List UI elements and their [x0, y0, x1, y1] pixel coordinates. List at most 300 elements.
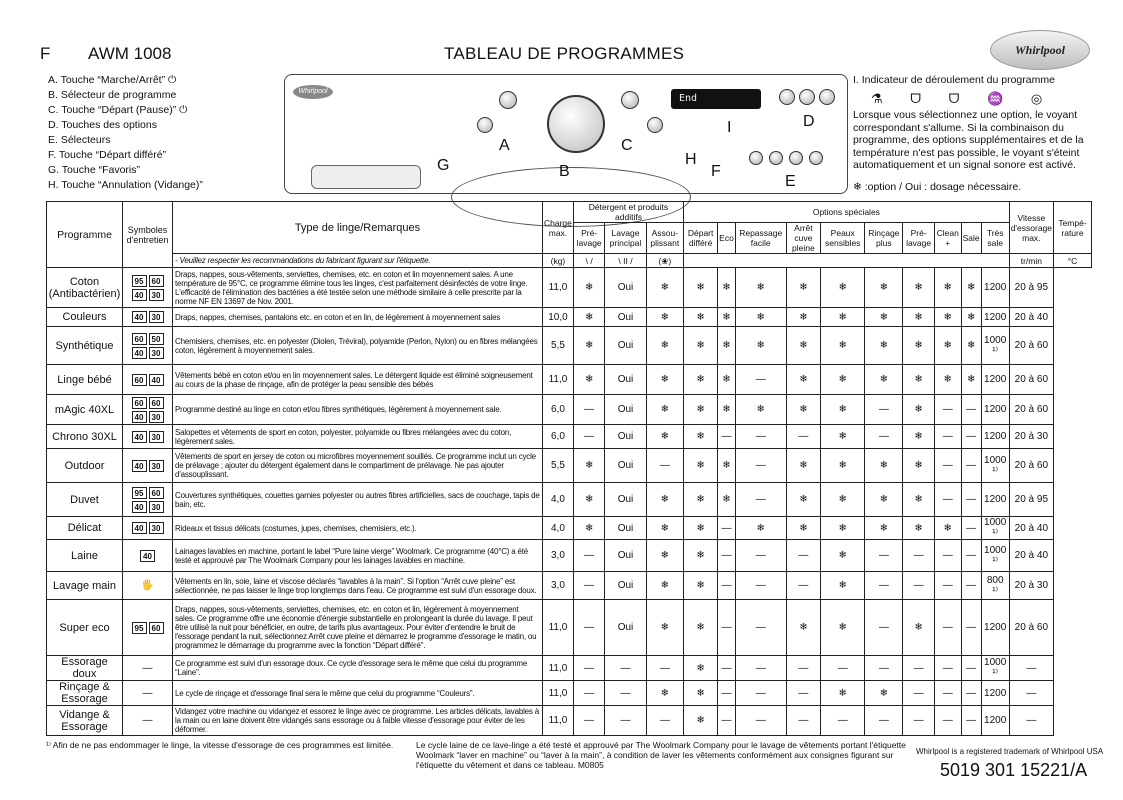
option-cell: —: [786, 572, 821, 600]
wash-temp-icon: 60: [149, 397, 164, 409]
option-cell: Oui: [605, 395, 646, 425]
option-cell: ❄: [903, 517, 935, 540]
charge-value: 5,5: [543, 327, 574, 365]
option-cell: ❄: [821, 483, 865, 517]
col-tres-sale: Très sale: [981, 223, 1009, 254]
footnote-spin: ¹⁾ Afin de ne pas endommager le linge, la vitesse d'essorage de ces programmes est limitée.: [46, 740, 394, 750]
option-cell: ❄: [821, 308, 865, 327]
care-symbols: [123, 706, 173, 736]
option-cell: —: [718, 656, 736, 681]
wash-temp-icon: 30: [149, 431, 164, 443]
option-cell: ❄: [684, 365, 718, 395]
temperature-range: 20 à 30: [1009, 572, 1053, 600]
col-vitesse: Vitesse d'essorage max.: [1009, 202, 1053, 254]
care-symbols: [123, 681, 173, 706]
option-cell: ❄: [903, 483, 935, 517]
option-cell: —: [961, 395, 981, 425]
option-cell: ❄: [786, 600, 821, 656]
option-cell: Oui: [605, 365, 646, 395]
table-row: [47, 425, 1092, 449]
programme-name: Synthétique: [47, 327, 123, 365]
table-row: [47, 395, 1092, 425]
option-knob-2: [799, 89, 815, 105]
charge-value: 5,5: [543, 449, 574, 483]
option-cell: Oui: [605, 425, 646, 449]
care-symbols: [123, 572, 173, 600]
charge-value: 11,0: [543, 706, 574, 736]
option-cell: —: [786, 681, 821, 706]
option-cell: ❄: [684, 540, 718, 572]
option-cell: —: [865, 600, 903, 656]
option-cell: Oui: [605, 517, 646, 540]
panel-label-f: F: [711, 163, 721, 180]
option-cell: ❄: [646, 517, 684, 540]
option-cell: ❄: [786, 327, 821, 365]
option-cell: ❄: [821, 572, 865, 600]
option-cell: ❄: [684, 425, 718, 449]
charge-value: 6,0: [543, 425, 574, 449]
programme-description: Couvertures synthétiques, couettes garnies polyester ou autres fibres artificielles, sacs de couchage, tapis de bain, etc.: [173, 483, 543, 517]
option-cell: Oui: [605, 540, 646, 572]
programme-description: Draps, nappes, chemises, pantalons etc. en coton et en lin, de légèrement à moyennement sales: [173, 308, 543, 327]
col-charge: Charge max.: [543, 202, 574, 254]
option-cell: —: [865, 540, 903, 572]
wash-temp-icon: 60: [149, 622, 164, 634]
spin-speed: 1000 ¹⁾: [981, 540, 1009, 572]
option-cell: ❄: [821, 425, 865, 449]
spin-speed: 1200: [981, 268, 1009, 308]
option-cell: —: [934, 540, 961, 572]
table-row: [47, 365, 1092, 395]
model-name: AWM 1008: [88, 44, 172, 63]
phase-icons: ⚗ ᗜ ᗜ ♒ ◎: [871, 90, 1055, 106]
table-row: [47, 517, 1092, 540]
programme-name: Vidange & Essorage: [47, 706, 123, 736]
wash-temp-icon: 40: [149, 374, 164, 386]
hand-wash-icon: 🖐: [141, 580, 154, 591]
option-cell: ❄: [786, 395, 821, 425]
option-cell: —: [718, 425, 736, 449]
option-cell: —: [735, 600, 786, 656]
option-cell: ❄: [684, 308, 718, 327]
table-row: [47, 327, 1092, 365]
option-cell: Oui: [605, 449, 646, 483]
option-cell: ❄: [865, 327, 903, 365]
option-cell: ❄: [718, 483, 736, 517]
option-cell: —: [718, 706, 736, 736]
spin-speed: 1200: [981, 706, 1009, 736]
wash-temp-icon: 30: [149, 522, 164, 534]
option-cell: —: [934, 449, 961, 483]
care-symbols: [123, 449, 173, 483]
option-cell: Oui: [605, 327, 646, 365]
option-cell: ❄: [573, 517, 605, 540]
wash-temp-icon: 95: [132, 487, 147, 499]
option-cell: —: [934, 706, 961, 736]
option-cell: —: [573, 572, 605, 600]
programme-name: Laine: [47, 540, 123, 572]
option-cell: —: [865, 395, 903, 425]
option-cell: —: [934, 600, 961, 656]
charge-unit: (kg): [543, 254, 574, 268]
wash-temp-icon: 60: [149, 275, 164, 287]
programme-description: Rideaux et tissus délicats (costumes, jupes, chemises, chemisiers, etc.).: [173, 517, 543, 540]
option-cell: Oui: [605, 308, 646, 327]
charge-value: 3,0: [543, 572, 574, 600]
charge-value: 11,0: [543, 365, 574, 395]
option-cell: —: [786, 425, 821, 449]
trademark-note: Whirlpool is a registered trademark of Whirlpool USA: [916, 747, 1104, 756]
lavage-icon: \ II /: [605, 254, 646, 268]
option-cell: —: [573, 600, 605, 656]
col-detergent: Détergent et produits additifs: [573, 202, 683, 223]
option-cell: ❄: [735, 268, 786, 308]
option-cell: —: [961, 483, 981, 517]
spin-speed: 1000 ¹⁾: [981, 327, 1009, 365]
option-cell: —: [934, 425, 961, 449]
programme-description: Draps, nappes, sous-vêtements, serviettes, chemises, etc. en coton et lin, légèrement à moyennement sales. Ce programme offre une économie d'énergie substantielle en prolongeant la durée du lavage. Il peut être utilisé la nuit pour bénéficier, en outre, de tarifs plus avantageux. Pour éviter d'entendre le bruit de l'essorage pendant la nuit, sélectionnez Arrêt cuve pleine et démarrez le programme d'essorage le matin, ou programmez le démarrage du programme avec la fonction “Départ différé”.: [173, 600, 543, 656]
charge-value: 3,0: [543, 540, 574, 572]
programme-name: Lavage main: [47, 572, 123, 600]
temperature-range: —: [1009, 656, 1053, 681]
onoff-button: [499, 91, 517, 109]
wash-temp-icon: 30: [149, 289, 164, 301]
panel-label-a: A: [499, 137, 510, 154]
info-title: I. Indicateur de déroulement du programme: [853, 74, 1055, 86]
option-cell: —: [573, 425, 605, 449]
option-cell: —: [735, 656, 786, 681]
option-cell: ❄: [684, 572, 718, 600]
programme-description: Vêtements bébé en coton et/ou en lin moyennement sales. Le détergent liquide est éliminé soigneusement au cours de la phase de rinçage, afin de protéger la peau sensible des bébés: [173, 365, 543, 395]
option-cell: ❄: [903, 425, 935, 449]
option-cell: —: [903, 572, 935, 600]
language-code: F: [40, 44, 51, 63]
option-cell: ❄: [646, 327, 684, 365]
charge-value: 4,0: [543, 517, 574, 540]
option-cell: ❄: [573, 365, 605, 395]
programme-description: Draps, nappes, sous-vêtements, serviettes, chemises, etc. en coton et lin moyennement sales. A une température de 95°C, ce programme élimine tous les linges, c'est parfaitement désinfectés de votre linge. L'efficacité de l'élimination des bactéries a été testée selon une méthode similaire à celle prescrite par la norme NF EN 13697 de Nov. 2001.: [173, 268, 543, 308]
selector-knob-1: [749, 151, 763, 165]
care-symbols: [123, 327, 173, 365]
col-type: Type de linge/Remarques: [173, 202, 543, 254]
programme-description: Vêtements en lin, soie, laine et viscose déclarés “lavables à la main”. Si l'option “Arrêt cuve pleine” est sélectionnée, ne pas laisser le linge trop longtemps dans l'eau. Ce programme est suivi d'un essorage doux.: [173, 572, 543, 600]
temperature-range: —: [1009, 681, 1053, 706]
programme-name: Duvet: [47, 483, 123, 517]
legend-item: G. Touche “Favoris”: [48, 164, 141, 176]
care-symbols: [123, 600, 173, 656]
option-cell: —: [718, 517, 736, 540]
col-clean: Clean +: [934, 223, 961, 254]
option-cell: ❄: [934, 268, 961, 308]
wash-temp-icon: 40: [132, 411, 147, 423]
col-symboles: Symboles d'entretien: [123, 202, 173, 268]
panel-display: End: [671, 89, 761, 109]
option-cell: ❄: [786, 517, 821, 540]
care-symbols: [123, 483, 173, 517]
wash-temp-icon: 30: [149, 460, 164, 472]
spin-speed: 1200: [981, 681, 1009, 706]
temperature-range: 20 à 60: [1009, 365, 1053, 395]
option-cell: ❄: [786, 308, 821, 327]
charge-value: 4,0: [543, 483, 574, 517]
option-cell: —: [961, 572, 981, 600]
option-cell: ❄: [865, 517, 903, 540]
panel-label-h: H: [685, 151, 697, 168]
table-row: [47, 572, 1092, 600]
legend-item: F. Touche “Départ différé”: [48, 149, 167, 161]
option-cell: —: [718, 681, 736, 706]
option-cell: ❄: [718, 308, 736, 327]
programme-description: Vêtements de sport en jersey de coton ou microfibres moyennement souillés. Ce programme inclut un cycle de prélavage ; ajouter du détergent également dans le compartiment de prélavage. Ne pas ajouter d'assouplissant.: [173, 449, 543, 483]
prelavage-icon: \ /: [573, 254, 605, 268]
option-cell: ❄: [961, 308, 981, 327]
programme-description: Vidangez votre machine ou vidangez et essorez le linge avec ce programme. Les articles délicats, lavables à la main ou en laine doivent être vidangés sans essorage ou à faible vitesse d'essorage pour éviter de les déformer.: [173, 706, 543, 736]
wash-temp-icon: 60: [132, 333, 147, 345]
legend-item: H. Touche “Annulation (Vidange)”: [48, 179, 203, 191]
wash-temp-icon: 40: [140, 550, 155, 562]
info-note: ❄ :option / Oui : dosage nécessaire.: [853, 180, 1022, 193]
col-prelavage: Pré-lavage: [573, 223, 605, 254]
info-text: Lorsque vous sélectionnez une option, le voyant correspondant s'allume. Si la combinaison du programme, des options supplémentaires et de la température n'est pas possible, le voyant s'éteint automatiquement et un signal sonore est activé.: [853, 109, 1084, 171]
wash-temp-icon: 40: [132, 289, 147, 301]
vitesse-unit: tr/min: [1009, 254, 1053, 268]
option-cell: ❄: [865, 365, 903, 395]
option-cell: ❄: [646, 395, 684, 425]
option-cell: ❄: [684, 656, 718, 681]
option-cell: —: [961, 449, 981, 483]
option-cell: ❄: [684, 395, 718, 425]
col-eco: Eco: [718, 223, 736, 254]
wash-temp-icon: 95: [132, 275, 147, 287]
col-rincage: Rinçage plus: [865, 223, 903, 254]
option-cell: —: [934, 395, 961, 425]
option-cell: —: [865, 656, 903, 681]
panel-logo: Whirlpool: [293, 85, 333, 99]
programme-name: Super eco: [47, 600, 123, 656]
panel-label-d: D: [803, 113, 815, 130]
no-symbol: —: [142, 687, 153, 699]
option-cell: ❄: [646, 308, 684, 327]
option-cell: ❄: [865, 681, 903, 706]
option-cell: —: [718, 572, 736, 600]
option-cell: ❄: [718, 365, 736, 395]
option-cell: ❄: [684, 268, 718, 308]
option-cell: ❄: [821, 681, 865, 706]
table-row: [47, 483, 1092, 517]
programme-description: Le cycle de rinçage et d'essorage final sera le même que celui du programme “Couleurs”.: [173, 681, 543, 706]
programme-name: Coton (Antibactérien): [47, 268, 123, 308]
programme-description: Chemisiers, chemises, etc. en polyester (Diolen, Tréviral), polyamide (Perlon, Nylon) ou en fibres mélangées coton, légèrement à moyennement sales.: [173, 327, 543, 365]
option-knob-1: [779, 89, 795, 105]
type-note: - Veuillez respecter les recommandations du fabricant figurant sur l'étiquette.: [173, 254, 543, 268]
option-cell: —: [865, 572, 903, 600]
option-cell: ❄: [934, 517, 961, 540]
option-cell: —: [735, 681, 786, 706]
option-cell: ❄: [934, 365, 961, 395]
temperature-range: 20 à 40: [1009, 540, 1053, 572]
col-depart: Départ différé: [684, 223, 718, 254]
option-cell: —: [718, 540, 736, 572]
panel-label-g: G: [437, 157, 450, 174]
option-cell: Oui: [605, 600, 646, 656]
page-title: TABLEAU DE PROGRAMMES: [444, 44, 685, 63]
option-cell: —: [735, 483, 786, 517]
programme-name: Linge bébé: [47, 365, 123, 395]
option-cell: —: [786, 706, 821, 736]
option-cell: ❄: [573, 449, 605, 483]
col-assou: Assou-plissant: [646, 223, 684, 254]
programme-description: Ce programme est suivi d'un essorage doux. Ce cycle d'essorage sera le même que celui du programme “Laine”.: [173, 656, 543, 681]
option-cell: —: [961, 517, 981, 540]
option-cell: ❄: [934, 327, 961, 365]
option-cell: —: [735, 449, 786, 483]
option-cell: —: [903, 540, 935, 572]
option-cell: ❄: [865, 268, 903, 308]
option-cell: —: [605, 656, 646, 681]
option-cell: ❄: [646, 600, 684, 656]
wash-temp-icon: 50: [149, 333, 164, 345]
charge-value: 11,0: [543, 681, 574, 706]
table-row: [47, 308, 1092, 327]
option-cell: —: [865, 706, 903, 736]
programme-name: Rinçage & Essorage: [47, 681, 123, 706]
option-cell: ❄: [821, 365, 865, 395]
option-cell: —: [961, 681, 981, 706]
option-cell: —: [961, 540, 981, 572]
option-cell: ❄: [821, 600, 865, 656]
option-cell: ❄: [865, 449, 903, 483]
option-cell: ❄: [684, 449, 718, 483]
option-cell: Oui: [605, 483, 646, 517]
temperature-range: —: [1009, 706, 1053, 736]
selector-knob-2: [769, 151, 783, 165]
option-cell: —: [573, 656, 605, 681]
col-arret: Arrêt cuve pleine: [786, 223, 821, 254]
col-prelav2: Pré-lavage: [903, 223, 935, 254]
option-cell: —: [573, 706, 605, 736]
option-cell: —: [735, 540, 786, 572]
document-code: 5019 301 15221/A: [940, 760, 1088, 780]
legend-item: B. Sélecteur de programme: [48, 89, 177, 101]
progress-indicator-info: [853, 74, 1093, 193]
option-cell: ❄: [821, 540, 865, 572]
option-cell: —: [735, 425, 786, 449]
spin-speed: 1200: [981, 483, 1009, 517]
programme-description: Lainages lavables en machine, portant le label “Pure laine vierge” Woolmark. Ce programme (40°C) a été testé et approuvé par The Woolmark Company pour les lainages lavables en machine.: [173, 540, 543, 572]
temperature-range: 20 à 40: [1009, 517, 1053, 540]
option-cell: ❄: [718, 449, 736, 483]
option-cell: —: [934, 656, 961, 681]
option-cell: ❄: [821, 327, 865, 365]
option-cell: ❄: [821, 395, 865, 425]
legend-item: C. Touche “Départ (Pause)” ⏻: [48, 104, 188, 116]
col-repassage: Repassage facile: [735, 223, 786, 254]
spin-speed: 800 ¹⁾: [981, 572, 1009, 600]
option-cell: ❄: [735, 517, 786, 540]
no-symbol: —: [142, 662, 153, 674]
legend-item: D. Touches des options: [48, 119, 157, 131]
spin-speed: 1200: [981, 425, 1009, 449]
programme-name: Essorage doux: [47, 656, 123, 681]
col-peaux: Peaux sensibles: [821, 223, 865, 254]
temp-unit: °C: [1054, 254, 1092, 268]
col-options: Options spéciales: [684, 202, 1010, 223]
option-cell: ❄: [684, 483, 718, 517]
option-cell: ❄: [646, 540, 684, 572]
charge-value: 11,0: [543, 600, 574, 656]
option-cell: ❄: [684, 517, 718, 540]
option-cell: ❄: [735, 308, 786, 327]
option-cell: ❄: [821, 517, 865, 540]
wash-temp-icon: 60: [149, 487, 164, 499]
spin-speed: 1200: [981, 308, 1009, 327]
option-cell: —: [735, 706, 786, 736]
table-row: [47, 681, 1092, 706]
temperature-range: 20 à 60: [1009, 327, 1053, 365]
care-symbols: [123, 656, 173, 681]
option-cell: ❄: [903, 308, 935, 327]
option-cell: ❄: [646, 572, 684, 600]
control-legend: [48, 73, 203, 193]
option-cell: —: [961, 656, 981, 681]
option-cell: —: [903, 681, 935, 706]
temperature-range: 20 à 60: [1009, 600, 1053, 656]
option-cell: —: [605, 706, 646, 736]
option-cell: ❄: [573, 327, 605, 365]
option-cell: ❄: [573, 268, 605, 308]
programme-name: Couleurs: [47, 308, 123, 327]
selector-knob-4: [809, 151, 823, 165]
option-cell: ❄: [718, 395, 736, 425]
charge-value: 11,0: [543, 656, 574, 681]
table-row: [47, 656, 1092, 681]
wash-temp-icon: 60: [132, 397, 147, 409]
option-cell: ❄: [903, 365, 935, 395]
option-cell: ❄: [786, 365, 821, 395]
table-row: [47, 449, 1092, 483]
option-cell: ❄: [903, 449, 935, 483]
spin-speed: 1200: [981, 600, 1009, 656]
care-symbols: [123, 365, 173, 395]
option-cell: Oui: [605, 572, 646, 600]
option-cell: ❄: [684, 327, 718, 365]
option-cell: ❄: [684, 706, 718, 736]
option-cell: —: [961, 706, 981, 736]
option-cell: ❄: [646, 268, 684, 308]
wash-temp-icon: 30: [149, 311, 164, 323]
wash-temp-icon: 40: [132, 431, 147, 443]
temperature-range: 20 à 60: [1009, 449, 1053, 483]
spin-speed: 1000 ¹⁾: [981, 449, 1009, 483]
option-cell: ❄: [646, 425, 684, 449]
option-cell: ❄: [684, 600, 718, 656]
temperature-range: 20 à 95: [1009, 483, 1053, 517]
option-cell: ❄: [903, 395, 935, 425]
programme-name: Délicat: [47, 517, 123, 540]
option-cell: —: [865, 425, 903, 449]
care-symbols: [123, 517, 173, 540]
no-symbol: —: [142, 715, 153, 726]
option-cell: —: [605, 681, 646, 706]
option-cell: —: [573, 681, 605, 706]
option-cell: ❄: [961, 327, 981, 365]
spin-speed: 1000 ¹⁾: [981, 517, 1009, 540]
assou-icon: (❀): [646, 254, 684, 268]
option-cell: ❄: [903, 268, 935, 308]
programme-description: Salopettes et vêtements de sport en coton, polyester, polyamide ou fibres mélangées avec du coton, légèrement sales.: [173, 425, 543, 449]
wash-temp-icon: 40: [132, 522, 147, 534]
wash-temp-icon: 40: [132, 501, 147, 513]
